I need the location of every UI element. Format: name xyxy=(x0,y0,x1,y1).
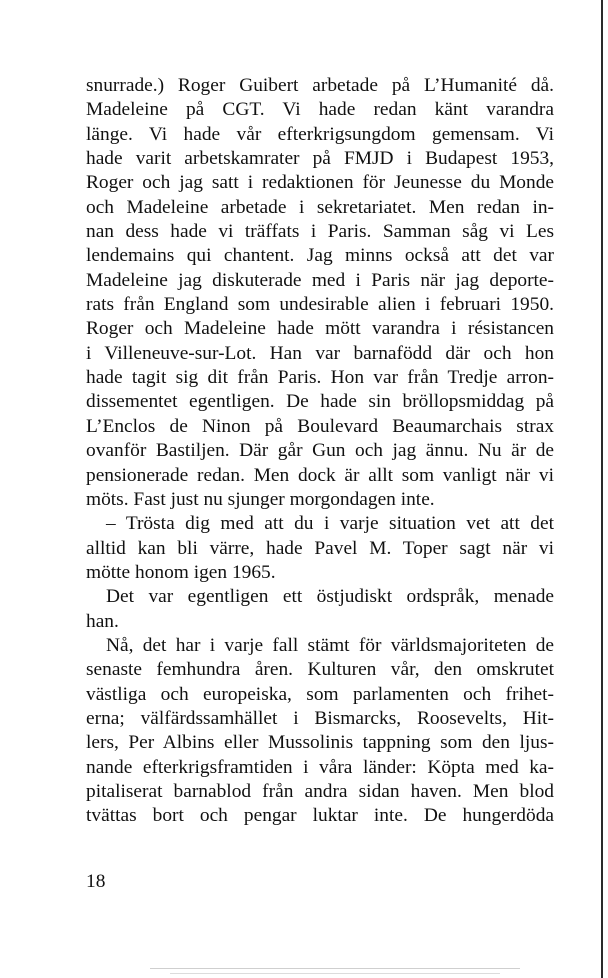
text-line: dissementet egentligen. De hade sin bröllopsmiddag på xyxy=(86,391,554,413)
text-line: mötte honom igen 1965. xyxy=(86,561,276,583)
text-line: Roger och Madeleine hade mött varandra i résistancen xyxy=(86,318,554,340)
text-line: hade varit arbetskamrater på FMJD i Budapest 1953, xyxy=(86,148,554,170)
text-line: Nå, det har i varje fall stämt för världsmajoriteten de xyxy=(106,634,554,656)
text-line: pensionerade redan. Men dock är allt som vanligt när vi xyxy=(86,464,554,486)
text-line: lers, Per Albins eller Mussolinis tappning som den ljus- xyxy=(86,732,554,754)
text-line: möts. Fast just nu sjunger morgondagen inte. xyxy=(86,488,435,510)
text-line: länge. Vi hade vår efterkrigsungdom gemensam. Vi xyxy=(86,123,554,145)
text-line: nande efterkrigsframtiden i våra länder: Köpta med ka- xyxy=(86,756,554,778)
text-line: han. xyxy=(86,610,119,632)
page-number: 18 xyxy=(86,871,106,892)
body-text xyxy=(86,74,554,829)
text-line: Det var egentligen ett östjudiskt ordspråk, menade xyxy=(106,586,554,608)
text-line: erna; välfärdssamhället i Bismarcks, Roosevelts, Hit- xyxy=(86,707,554,729)
text-line: nan dess hade vi träffats i Paris. Samman såg vi Les xyxy=(86,221,554,243)
text-line: snurrade.) Roger Guibert arbetade på L’Humanité då. xyxy=(86,75,554,96)
text-line: hade tagit sig dit från Paris. Hon var från Tredje arron- xyxy=(86,367,554,389)
text-line: alltid kan bli värre, hade Pavel M. Toper sagt när vi xyxy=(86,537,554,559)
page-edge-line xyxy=(601,0,603,978)
page-bottom-edge xyxy=(150,968,520,969)
text-line: västliga och europeiska, som parlamenten och frihet- xyxy=(86,683,554,705)
text-line: tvättas bort och pengar luktar inte. De hungerdöda xyxy=(86,805,554,827)
text-line: rats från England som undesirable alien i februari 1950. xyxy=(86,294,554,316)
text-line: i Villeneuve-sur-Lot. Han var barnafödd där och hon xyxy=(86,342,554,364)
text-line: ovanför Bastiljen. Där går Gun och jag ännu. Nu är de xyxy=(86,440,554,462)
text-line: L’Enclos de Ninon på Boulevard Beaumarchais strax xyxy=(86,415,554,437)
text-line: pitaliserat barnablod från andra sidan haven. Men blod xyxy=(86,780,554,802)
text-line: senaste femhundra åren. Kulturen vår, den omskrutet xyxy=(86,659,554,681)
text-line: lendemains qui chantent. Jag minns också att det var xyxy=(86,245,554,267)
text-line: Madeleine jag diskuterade med i Paris när jag deporte- xyxy=(86,269,554,291)
text-line: – Trösta dig med att du i varje situation vet att det xyxy=(106,513,554,535)
text-line: Roger och jag satt i redaktionen för Jeunesse du Monde xyxy=(86,172,554,194)
page-bottom-edge-secondary xyxy=(170,973,500,974)
text-line: och Madeleine arbetade i sekretariatet. Men redan in- xyxy=(86,196,554,218)
text-line: Madeleine på CGT. Vi hade redan känt varandra xyxy=(86,99,554,121)
